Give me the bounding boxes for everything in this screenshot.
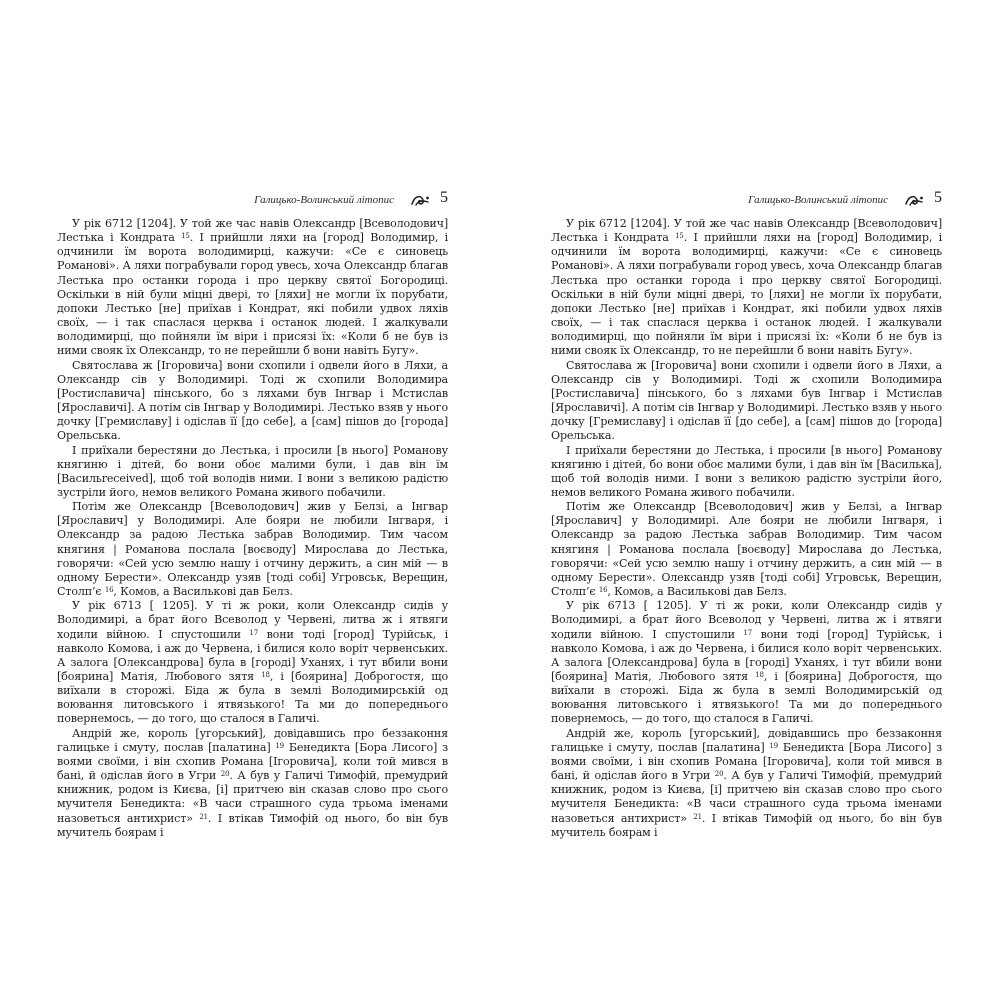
left-page — [57, 190, 448, 840]
text-run: У рік 6713 [ 1205]. У ті ж роки, коли Олександр сидів у Володимирі, а брат його Всеволод у Червені, литва ж і ятвяги ходили війною. І спустошили — [57, 599, 448, 641]
text-run: Потім же Олександр [Всеволодович] жив у Белзі, а Інгвар [Ярославич] у Володимирі. Але бояри не любили Інгваря, і Олександр за радою Лестька забрав Володимир. Тим часом княгиня | Романова послала [воєводу] Мирослава до Лестька, говорячи: «Сей усю землю нашу і отчину держить, а син мій — в одному Берести». Олександр узяв [тоді собі] Угровськ, Верещин, Столп’є — [57, 500, 448, 599]
chronicle-text — [57, 217, 448, 840]
fleuron-ornament-icon — [410, 193, 430, 207]
footnote-ref: 17 — [743, 628, 753, 637]
paragraph — [551, 500, 942, 599]
text-run: У рік 6713 [ 1205]. У ті ж роки, коли Олександр сидів у Володимирі, а брат його Всеволод у Червені, литва ж і ятвяги ходили війною. І спустошили — [551, 599, 942, 641]
paragraph — [551, 359, 942, 444]
page-number: 5 — [934, 189, 942, 206]
text-run: Потім же Олександр [Всеволодович] жив у Белзі, а Інгвар [Ярославич] у Володимирі. Але бояри не любили Інгваря, і Олександр за радою Лестька забрав Володимир. Тим часом княгиня | Романова послала [воєводу] Мирослава до Лестька, говорячи: «Сей усю землю нашу і отчину держить, а син мій — в одному Берести». Олександр узяв [тоді собі] Угровськ, Верещин, Столп’є — [551, 500, 942, 599]
footnote-ref: 17 — [249, 628, 259, 637]
text-run: , Комов, а Васильковi дав Белз. — [113, 585, 293, 599]
text-run: вони тоді [город] Турійськ, і навколо Комова, і аж до Червена, і билися коло воріт червенських. А залога [Олександрова] була в [городі] Уханях, і тут вбили вони [боярина] Матія, Любового зятя — [57, 627, 448, 683]
text-run: вони тоді [город] Турійськ, і навколо Комова, і аж до Червена, і билися коло воріт червенських. А залога [Олександрова] була в [городі] Уханях, і тут вбили вони [боярина] Матія, Любового зятя — [551, 627, 942, 683]
text-run: , і [боярина] Доброгостя, що виїхали в сторожі. Біда ж була в землі Володимирській од воювання литовського і ятвязького! Та ми до попереднього повернемось, — до того, що сталося в Галичі. — [551, 670, 942, 726]
footnote-ref: 20 — [714, 770, 724, 779]
footnote-ref: 19 — [769, 741, 778, 750]
paragraph — [551, 217, 942, 359]
paragraph — [551, 444, 942, 501]
text-run: Бенедикта [Бора Лисого] з воями своїми, і він схопив Романа [Ігоровича], коли той мився в бані, й одіслав його в Угри — [57, 740, 448, 783]
running-head — [551, 190, 942, 212]
text-run: . А був у Галичі Тимофій, премудрий книжник, родом із Києва, [і] притчею він сказав слово про сього мучителя Бенедикта: «В часи страшного суда трьома іменами назоветься антихрист» — [551, 769, 942, 825]
running-title: Галицько-Волинський літопис — [254, 194, 394, 206]
paragraph — [551, 727, 942, 840]
footnote-ref: 21 — [199, 812, 208, 821]
paragraph — [551, 599, 942, 726]
text-run: , і [боярина] Доброгостя, що виїхали в сторожі. Біда ж була в землі Володимирській од воювання литовського і ятвязького! Та ми до попереднього повернемось, — до того, що сталося в Галичі. — [57, 670, 448, 726]
paragraph — [57, 217, 448, 359]
text-run: Святослава ж [Ігоровича] вони схопили і одвели його в Ляхи, а Олександр сів у Володимирі. Тоді ж схопили Володимира [Ростиславича] пінського, бо з ляхами був Інгвар і Мстислав [Ярославичі]. А потім сів Інгвар у Володимирі. Лестько взяв у нього дочку [Гремиславу] і одіслав її [до себе], а [сам] пішов до [города] Орельська. — [57, 358, 448, 443]
footnote-ref: 15 — [181, 232, 190, 241]
footnote-ref: 15 — [675, 232, 684, 241]
footnote-ref: 18 — [755, 671, 764, 679]
text-run: . І втікав Тимофій од нього, бо він був мучитель боярам і — [57, 811, 449, 839]
text-run: Бенедикта [Бора Лисого] з воями своїми, і він схопив Романа [Ігоровича], коли той мився в бані, й одіслав його в Угри — [551, 740, 942, 783]
text-run: . І прийшли ляхи на [город] Володимир, і одчинили їм ворота володимирці, кажучи: «Се є синовець Романові». А ляхи пограбували город увесь, хоча Олександр благав Лестька про останки города і про церкву святої Богородиці. Оскільки в ній були міцні двері, то [ляхи] не могли їх порубати, допоки Лестько [не] приїхав і Кондрат, які побили удвох ляхів своїх, — і так спаслася церква і останок людей. І жалкували володимирці, що пойняли їм віри і присязі їх: «Коли б не був із ними свояк їх Олександр, то не перейшли б вони навіть Бугу». — [57, 231, 448, 358]
text-run: Андрій же, король [угорський], довідавшись про беззаконня галицьке і смуту, послав [палатина] — [57, 726, 448, 754]
footnote-ref: 21 — [693, 812, 702, 821]
footnote-ref: 20 — [220, 770, 230, 779]
chronicle-text — [551, 217, 942, 840]
paragraph — [57, 500, 448, 599]
text-run: У рік 6712 [1204]. У той же час навів Олександр [Всеволодович] Лестька і Кондрата — [57, 217, 448, 245]
fleuron-ornament-icon — [904, 193, 924, 207]
paragraph — [57, 444, 448, 501]
text-run: . І втікав Тимофій од нього, бо він був мучитель боярам і — [551, 811, 943, 839]
text-run: І приїхали берестяни до Лестька, і просили [в нього] Романову княгиню і дітей, бо вони обоє малими були, і дав він їм [Васильreceived], щоб той володів ними. І вони з великою радістю зустріли його, немов великого Романа живого побачили. — [57, 443, 448, 499]
text-run: . А був у Галичі Тимофій, премудрий книжник, родом із Києва, [і] притчею він сказав слово про сього мучителя Бенедикта: «В часи страшного суда трьома іменами назоветься антихрист» — [57, 769, 448, 825]
text-run: І приїхали берестяни до Лестька, і просили [в нього] Романову княгиню і дітей, бо вони обоє малими були, і дав він їм [Василька], щоб той володів ними. І вони з великою радістю зустріли його, немов великого Романа живого побачили. — [551, 443, 942, 499]
text-run: . І прийшли ляхи на [город] Володимир, і одчинили їм ворота володимирці, кажучи: «Се є синовець Романові». А ляхи пограбували город увесь, хоча Олександр благав Лестька про останки города і про церкву святої Богородиці. Оскільки в ній були міцні двері, то [ляхи] не могли їх порубати, допоки Лестько [не] приїхав і Кондрат, які побили удвох ляхів своїх, — і так спаслася церква і останок людей. І жалкували володимирці, що пойняли їм віри і присязі їх: «Коли б не був із ними свояк їх Олександр, то не перейшли б вони навіть Бугу». — [551, 231, 942, 358]
text-run: Андрій же, король [угорський], довідавшись про беззаконня галицьке і смуту, послав [палатина] — [551, 726, 942, 754]
right-page — [551, 190, 942, 840]
paragraph — [57, 599, 448, 726]
footnote-ref: 19 — [275, 741, 284, 750]
text-run: Святослава ж [Ігоровича] вони схопили і одвели його в Ляхи, а Олександр сів у Володимирі. Тоді ж схопили Володимира [Ростиславича] пінського, бо з ляхами був Інгвар і Мстислав [Ярославичі]. А потім сів Інгвар у Володимирі. Лестько взяв у нього дочку [Гремиславу] і одіслав її [до себе], а [сам] пішов до [города] Орельська. — [551, 358, 942, 443]
text-run: , Комов, а Васильковi дав Белз. — [607, 585, 787, 599]
footnote-ref: 16 — [598, 586, 608, 595]
footnote-ref: 16 — [104, 586, 114, 595]
text-run: У рік 6712 [1204]. У той же час навів Олександр [Всеволодович] Лестька і Кондрата — [551, 217, 942, 245]
paragraph — [57, 359, 448, 444]
footnote-ref: 18 — [261, 671, 270, 679]
running-title: Галицько-Волинський літопис — [748, 194, 888, 206]
running-head — [57, 190, 448, 212]
paragraph — [57, 727, 448, 840]
page-number: 5 — [440, 189, 448, 206]
